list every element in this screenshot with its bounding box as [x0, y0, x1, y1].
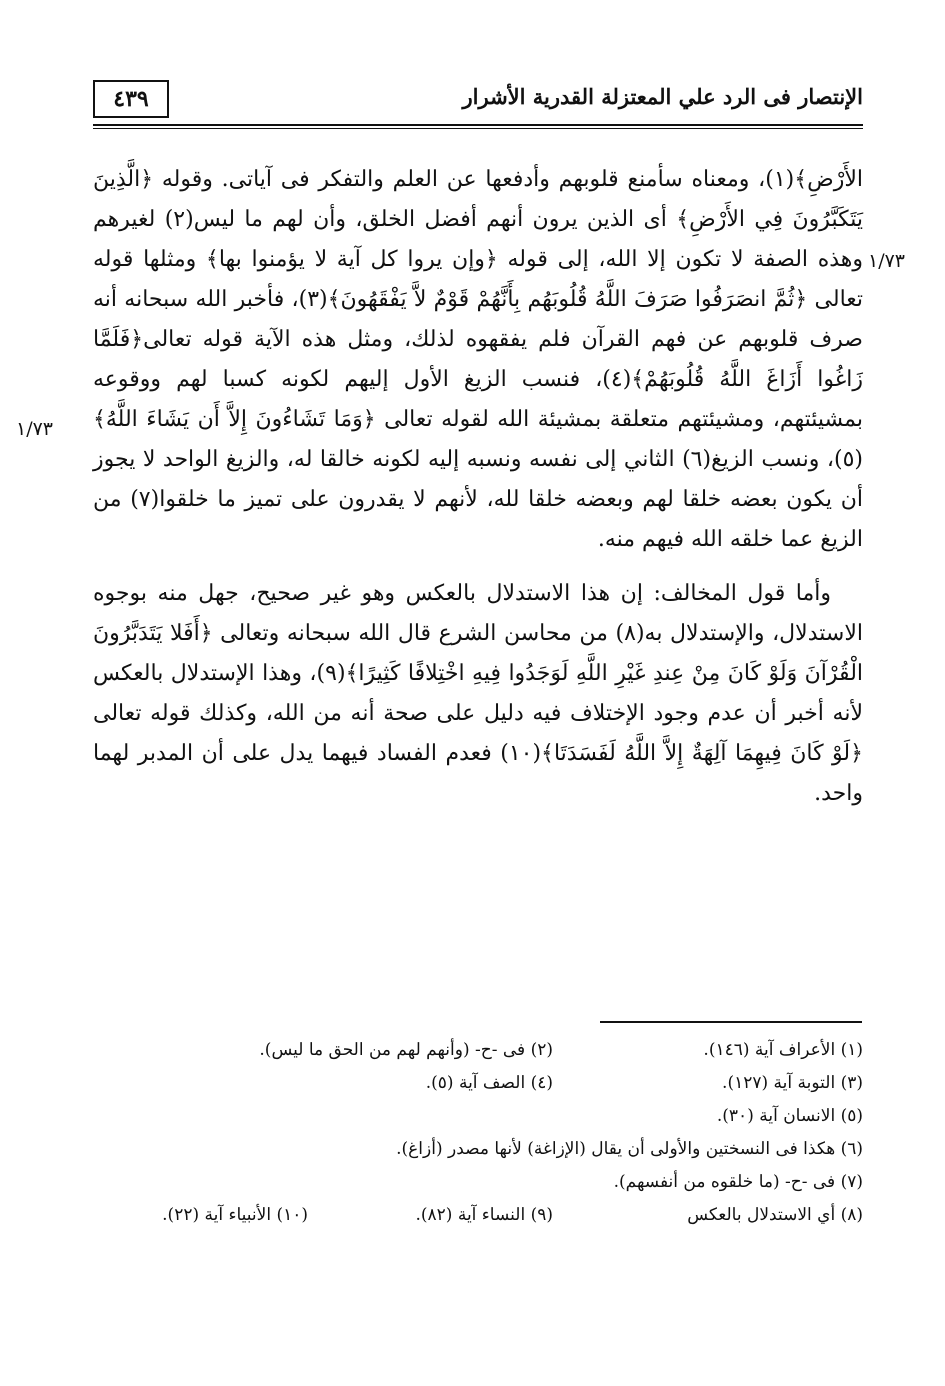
footnote-row — [93, 1205, 863, 1238]
footnote-5: (٥) الانسان آية (٣٠). — [716, 1106, 863, 1126]
footnote-row — [93, 1040, 863, 1073]
footnote-3: (٣) التوبة آية (١٢٧). — [722, 1073, 863, 1093]
footnote-row — [93, 1106, 863, 1139]
page-number: ٤٣٩ — [93, 80, 169, 118]
margin-note-2: ١/٧٣ — [16, 418, 54, 440]
footnote-row — [93, 1073, 863, 1106]
footnote-7: (٧) فى -ح- (ما خلقوه من أنفسهم). — [613, 1172, 863, 1192]
footnote-row — [93, 1139, 863, 1172]
footnote-10: (١٠) الأنبياء آية (٢٢). — [162, 1205, 308, 1225]
footnote-row — [93, 1172, 863, 1205]
header-divider-thin — [93, 128, 863, 129]
footnote-2: (٢) فى -ح- (وأنهم لهم من الحق ما ليس). — [259, 1040, 553, 1060]
footnote-4: (٤) الصف آية (٥). — [425, 1073, 553, 1093]
page-header — [93, 80, 863, 126]
paragraph-2: وأما قول المخالف: إن هذا الاستدلال بالعكس وهو غير صحيح، جهل منه بوجوه الاستدلال، والإستدلال به(٨) من محاسن الشرع قال الله سبحانه وتعالى ﴿أَفَلا يَتَدَبَّرُونَ الْقُرْآنَ وَلَوْ كَانَ مِنْ عِندِ غَيْرِ اللَّهِ لَوَجَدُوا فِيهِ اخْتِلافًا كَثِيرًا﴾(٩)، وهذا الإستدلال بالعكس لأنه أخبر أن عدم وجود الإختلاف فيه دليل على صحة أنه من الله، وكذلك قوله تعالى ﴿لَوْ كَانَ فِيهِمَا آلِهَةٌ إِلاَّ اللَّهُ لَفَسَدَتَا﴾(١٠) فعدم الفساد فيهما يدل على أن المدبر لهما واحد. — [93, 581, 864, 806]
footnote-9: (٩) النساء آية (٨٢). — [415, 1205, 553, 1225]
footnote-8: (٨) أي الاستدلال بالعكس — [687, 1205, 863, 1225]
footnote-6: (٦) هكذا فى النسختين والأولى أن يقال (الإزاغة) لأنها مصدر (أزاغ). — [396, 1139, 863, 1159]
paragraph-1: الأَرْضِ﴾(١)، ومعناه سأمنع قلوبهم وأدفعها عن العلم والتفكر فى آياتى. وقوله ﴿الَّذِينَ يَتَكَبَّرُونَ فِي الأَرْضِ﴾ أى الذين يرون أنهم أفضل الخلق، وأن لهم ما ليس(٢) لغيرهم وهذه الصفة لا تكون إلا الله، إلى قوله ﴿وإن يروا كل آية لا يؤمنوا بها﴾ ومثلها قوله تعالى ﴿ثُمَّ انصَرَفُوا صَرَفَ اللَّهُ قُلُوبَهُم بِأَنَّهُمْ قَوْمٌ لاَّ يَفْقَهُونَ﴾(٣)، فأخبر الله سبحانه أنه صرف قلوبهم عن فهم القرآن فلم يفقهوه لذلك، ومثل هذه الآية قوله تعالى﴿فَلَمَّا زَاغُوا أَزَاغَ اللَّهُ قُلُوبَهُمْ﴾(٤)، فنسب الزيغ الأول إليهم لكونه كسبا لهم ووقوعه بمشيئتهم، ومشيئتهم متعلقة بمشيئة الله لقوله تعالى ﴿وَمَا تَشَاءُونَ إِلاَّ أَن يَشَاءَ اللَّهُ﴾(٥)، ونسب الزيغ(٦) الثاني إلى نفسه ونسبه إليه لكونه خالقا له، والزيغ الواحد لا يجوز أن يكون بعضه خلقا لهم وبعضه خلقا لله، لأنهم لا يقدرون على تميز ما خلقوا(٧) من الزيغ عما خلقه الله فيهم منه. — [93, 167, 864, 552]
running-title: الإنتصار فى الرد علي المعتزلة القدرية الأشرار — [462, 84, 863, 109]
header-divider — [93, 124, 863, 126]
footnotes — [93, 1040, 863, 1238]
margin-note-1: ١/٧٣ — [868, 250, 906, 272]
footnote-divider — [600, 1021, 862, 1023]
main-text — [93, 160, 863, 828]
footnote-1: (١) الأعراف آية (١٤٦). — [703, 1040, 863, 1060]
